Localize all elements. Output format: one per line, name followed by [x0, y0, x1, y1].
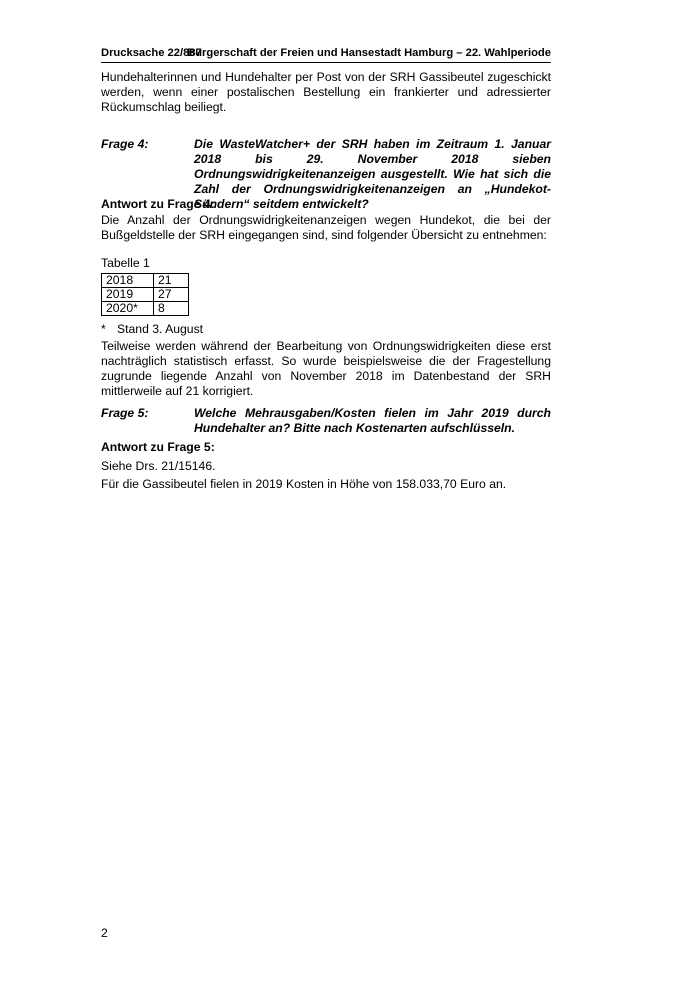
parliament-title: Bürgerschaft der Freien und Hansestadt Hamburg – 22. Wahlperiode — [187, 47, 551, 59]
page-header — [101, 46, 551, 63]
frage4-text: Die WasteWatcher+ der SRH haben im Zeitraum 1. Januar 2018 bis 29. November 2018 sieben Ordnungswidrigkeitenanzeigen ausgestellt. Wie hat sich die Zahl der Ordnungswidrigkeitenanzeigen an „Hundekot-Sündern“ seitdem entwickelt? — [194, 137, 551, 211]
table-footnote — [101, 322, 203, 337]
antwort4-heading: Antwort zu Frage 4: — [101, 197, 215, 211]
table-row — [102, 274, 189, 288]
table-caption: Tabelle 1 — [101, 256, 150, 270]
footnote-text: Stand 3. August — [117, 322, 204, 336]
table-cell-year: 2020* — [102, 302, 154, 316]
frage5-text: Welche Mehrausgaben/Kosten fielen im Jahr 2019 durch Hundehalter an? Bitte nach Kostenarten aufschlüsseln. — [194, 406, 551, 435]
antwort5-line1: Siehe Drs. 21/15146. — [101, 459, 216, 473]
statistics-table — [101, 273, 189, 316]
table-cell-year: 2018 — [102, 274, 154, 288]
intro-paragraph: Hundehalterinnen und Hundehalter per Post von der SRH Gassibeutel zugeschickt werden, wenn einer postalischen Bestellung ein frankierter und adressierter Rückumschlag beiliegt. — [101, 70, 551, 114]
table-cell-value: 27 — [154, 288, 189, 302]
antwort5-heading: Antwort zu Frage 5: — [101, 440, 215, 454]
footnote-mark: * — [101, 322, 106, 336]
page-number: 2 — [101, 926, 108, 940]
table-cell-value: 8 — [154, 302, 189, 316]
table-cell-year: 2019 — [102, 288, 154, 302]
table-row — [102, 288, 189, 302]
antwort5-line2: Für die Gassibeutel fielen in 2019 Kosten in Höhe von 158.033,70 Euro an. — [101, 477, 507, 491]
frage4-label: Frage 4: — [101, 137, 149, 151]
antwort4-paragraph2: Teilweise werden während der Bearbeitung von Ordnungswidrigkeiten diese erst nachträglich statistisch erfasst. So wurde beispielsweise die der Fragestellung zugrunde liegende Anzahl von November 2018 im Datenbestand der SRH mittlerweile auf 21 korrigiert. — [101, 339, 551, 398]
antwort4-paragraph1: Die Anzahl der Ordnungswidrigkeitenanzeigen wegen Hundekot, die bei der Bußgeldstelle der SRH eingegangen sind, sind folgender Übersicht zu entnehmen: — [101, 213, 551, 242]
frage5-label: Frage 5: — [101, 406, 149, 420]
table-row — [102, 302, 189, 316]
table-cell-value: 21 — [154, 274, 189, 288]
document-number: Drucksache 22/887 — [101, 47, 202, 59]
